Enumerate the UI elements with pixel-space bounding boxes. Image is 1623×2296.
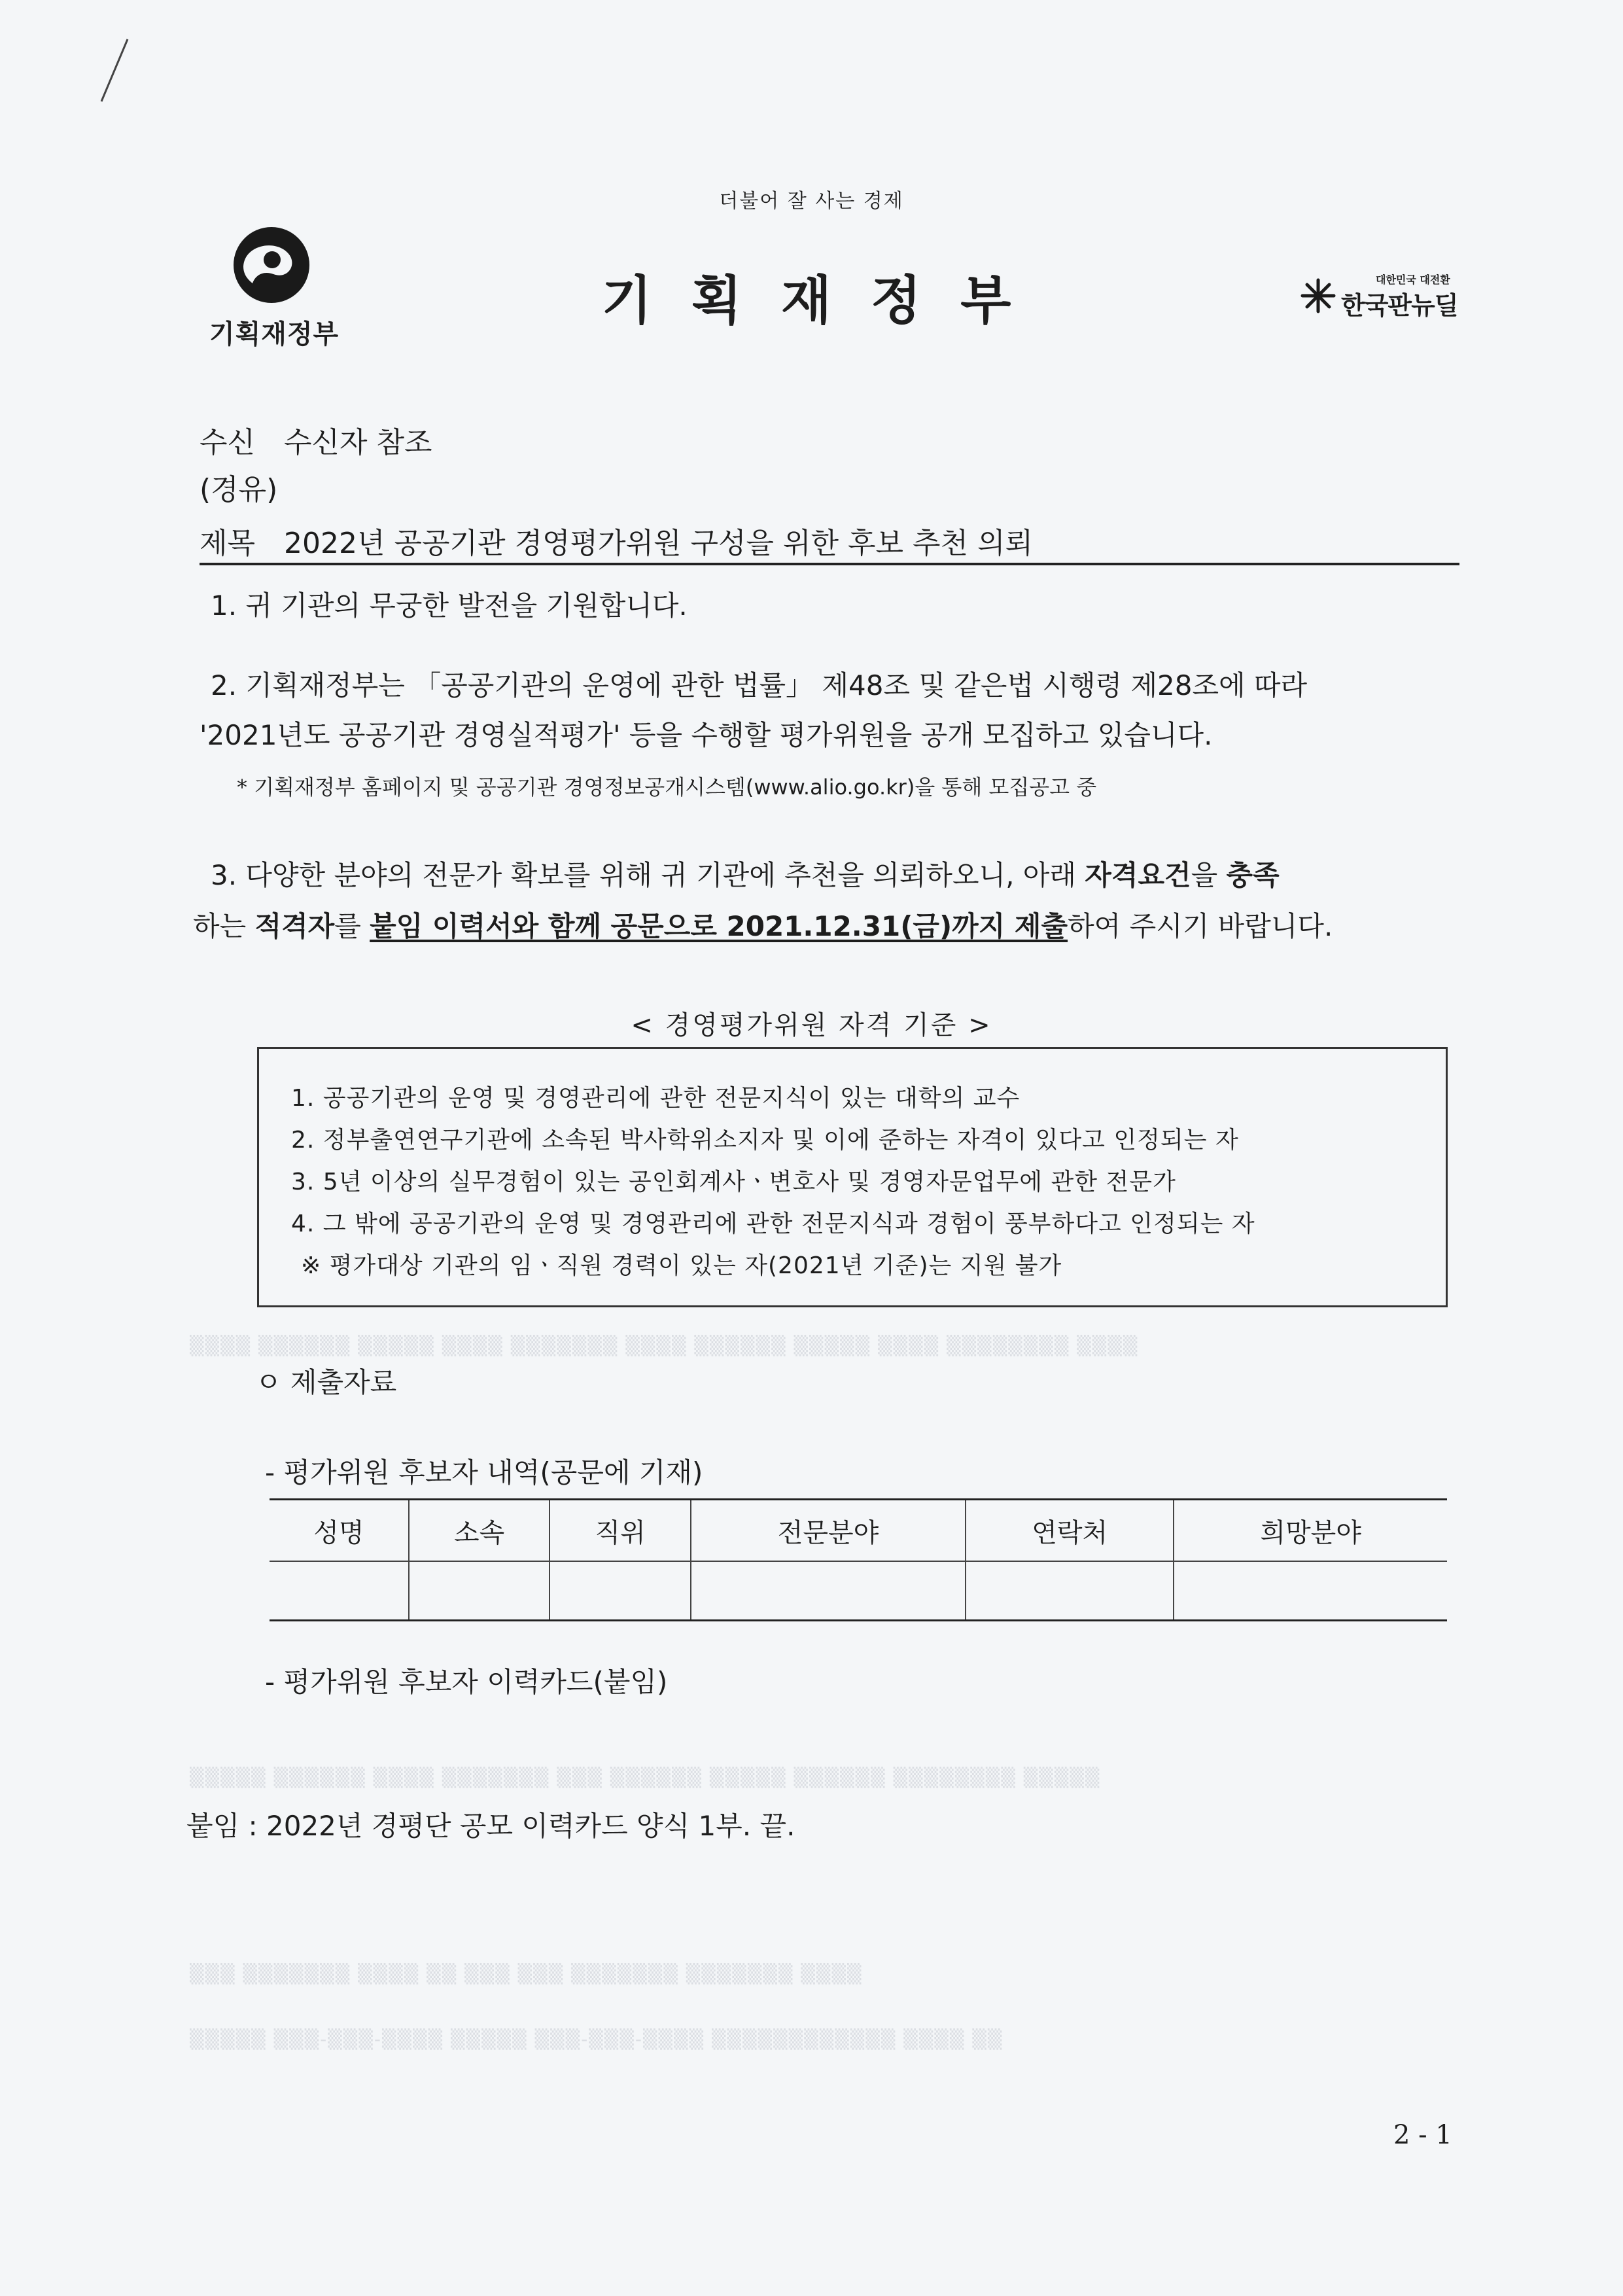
- candidate-table: [270, 1498, 1447, 1621]
- bleed-through-mark: ▒▒▒ ▒▒▒▒▒▒▒ ▒▒▒▒ ▒▒ ▒▒▒ ▒▒▒ ▒▒▒▒▒▒▒ ▒▒▒▒▒▒▒ ▒▒▒▒: [190, 1963, 863, 1985]
- criteria-item: 1. 공공기관의 운영 및 경영관리에 관한 전문지식이 있는 대학의 교수: [291, 1085, 1021, 1112]
- table-row: [270, 1561, 1447, 1621]
- paragraph-3-line-1: [211, 851, 1280, 900]
- column-header-name: 성명: [270, 1500, 409, 1562]
- table-cell: [966, 1561, 1174, 1621]
- attachment-line: 붙임 : 2022년 경평단 공모 이력카드 양식 1부. 끝.: [186, 1810, 795, 1842]
- p3-deadline: 붙임 이력서와 함께 공문으로 2021.12.31(금)까지 제출: [370, 910, 1068, 942]
- page-number: 2 - 1: [1393, 2120, 1452, 2150]
- column-header-affiliation: 소속: [409, 1500, 550, 1562]
- ministry-logo-text: 기획재정부: [209, 319, 340, 349]
- p3-text: 하여 주시기 바랍니다.: [1068, 910, 1333, 942]
- subject-divider: [200, 563, 1459, 565]
- p3-emphasis-qualification: 자격요건: [1085, 859, 1191, 891]
- paragraph-1: 1. 귀 기관의 무궁한 발전을 기원합니다.: [211, 590, 688, 622]
- bleed-through-mark: ▒▒▒▒▒ ▒▒▒-▒▒▒-▒▒▒▒ ▒▒▒▒▒ ▒▒▒-▒▒▒-▒▒▒▒ ▒▒▒▒▒▒▒▒▒▒▒▒ ▒▒▒▒ ▒▒: [190, 2028, 1003, 2050]
- submission-item-1: - 평가위원 후보자 내역(공문에 기재): [265, 1457, 703, 1489]
- p3-text: 를: [334, 910, 370, 942]
- p3-text: 3. 다양한 분야의 전문가 확보를 위해 귀 기관에 추천을 의뢰하오니, 아래: [211, 859, 1085, 891]
- submission-item-2: - 평가위원 후보자 이력카드(붙임): [265, 1666, 668, 1698]
- subject-value: 2022년 공공기관 경영평가위원 구성을 위한 후보 추천 의뢰: [284, 527, 1033, 560]
- new-deal-name: 한국판뉴딜: [1341, 291, 1458, 320]
- paragraph-2-line-1: 2. 기획재정부는 「공공기관의 운영에 관한 법률」 제48조 및 같은법 시행령 제28조에 따라: [211, 669, 1308, 701]
- bleed-through-mark: ▒▒▒▒ ▒▒▒▒▒▒ ▒▒▒▒▒ ▒▒▒▒ ▒▒▒▒▒▒▒ ▒▒▒▒ ▒▒▒▒▒▒ ▒▒▒▒▒ ▒▒▒▒ ▒▒▒▒▒▒▒▒ ▒▒▒▒: [190, 1335, 1139, 1356]
- column-header-contact: 연락처: [966, 1500, 1174, 1562]
- p3-emphasis-candidate: 적격자: [254, 910, 335, 942]
- table-cell: [1174, 1561, 1447, 1621]
- recipient-line: [200, 419, 432, 461]
- star-burst-icon: [1299, 276, 1338, 315]
- criteria-item: 2. 정부출연연구기관에 소속된 박사학위소지자 및 이에 준하는 자격이 있다고 인정되는 자: [291, 1127, 1239, 1154]
- table-cell: [691, 1561, 966, 1621]
- ministry-title: 기 획 재 정 부: [601, 270, 1022, 331]
- criteria-title: < 경영평가위원 자격 기준 >: [631, 1010, 992, 1040]
- paragraph-2-line-2: '2021년도 공공기관 경영실적평가' 등을 수행할 평가위원을 공개 모집하고 있습니다.: [200, 719, 1213, 751]
- slogan: 더불어 잘 사는 경제: [719, 190, 904, 213]
- table-cell: [550, 1561, 691, 1621]
- new-deal-slogan: 대한민국 대전환: [1376, 274, 1450, 286]
- p3-text: 하는: [193, 910, 255, 942]
- new-deal-logo: [1299, 268, 1469, 321]
- criteria-item: 3. 5년 이상의 실무경험이 있는 공인회계사ㆍ변호사 및 경영자문업무에 관한 전문가: [291, 1169, 1176, 1195]
- recipient-value: 수신자 참조: [284, 426, 432, 459]
- subject-line: [200, 520, 1033, 561]
- table-cell: [270, 1561, 409, 1621]
- column-header-preferred-field: 희망분야: [1174, 1500, 1447, 1562]
- p3-text: 을: [1191, 859, 1227, 891]
- table-cell: [409, 1561, 550, 1621]
- column-header-position: 직위: [550, 1500, 691, 1562]
- bleed-through-mark: ▒▒▒▒▒ ▒▒▒▒▒▒ ▒▒▒▒ ▒▒▒▒▒▒▒ ▒▒▒ ▒▒▒▒▒▒ ▒▒▒▒▒ ▒▒▒▒▒▒ ▒▒▒▒▒▒▒▒ ▒▒▒▒▒: [190, 1767, 1101, 1788]
- p3-emphasis-meet: 충족: [1226, 859, 1280, 891]
- pen-stroke-mark: [98, 36, 131, 108]
- criteria-exclusion-note: ※ 평가대상 기관의 임ㆍ직원 경력이 있는 자(2021년 기준)는 지원 불가: [301, 1252, 1062, 1279]
- column-header-expertise: 전문분야: [691, 1500, 966, 1562]
- recipient-label: 수신: [200, 426, 256, 459]
- criteria-item: 4. 그 밖에 공공기관의 운영 및 경영관리에 관한 전문지식과 경험이 풍부하다고 인정되는 자: [291, 1210, 1255, 1237]
- via-label: (경유): [200, 473, 278, 506]
- subject-label: 제목: [200, 527, 256, 560]
- paragraph-3-line-2: [193, 902, 1333, 951]
- submission-heading: ㅇ 제출자료: [255, 1366, 397, 1398]
- paragraph-2-note: * 기획재정부 홈페이지 및 공공기관 경영정보공개시스템(www.alio.go.kr)을 통해 모집공고 중: [237, 775, 1097, 800]
- candidate-table-header: [270, 1500, 1447, 1562]
